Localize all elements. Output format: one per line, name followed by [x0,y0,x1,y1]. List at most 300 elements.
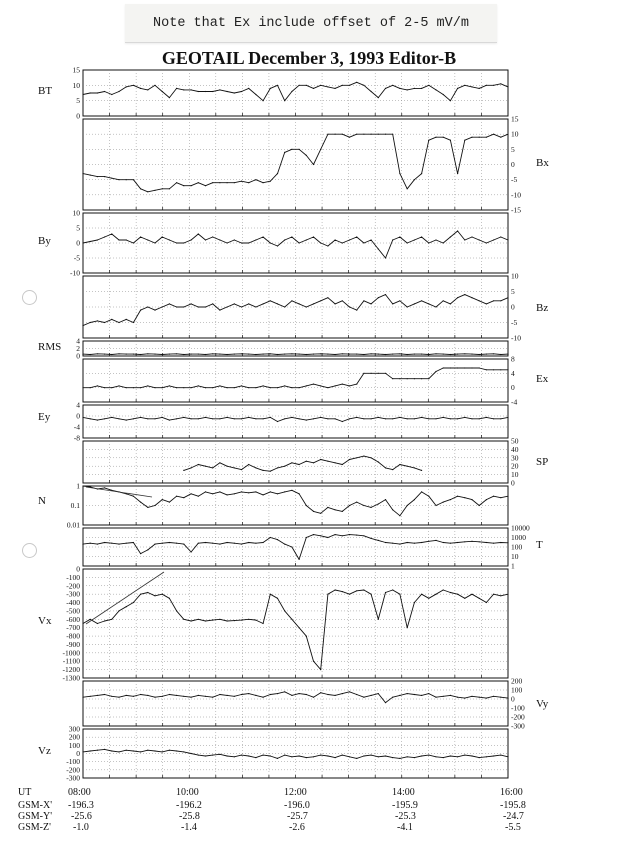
data-point [500,497,501,498]
data-point [342,353,343,354]
data-point [486,698,487,699]
data-point [479,418,480,419]
footer-value: 08:00 [68,787,91,798]
data-point [284,385,285,386]
data-point [205,185,206,186]
data-point [385,702,386,703]
data-point [428,496,429,497]
data-point [464,367,465,368]
data-point [392,469,393,470]
footer-value: -196.2 [176,800,202,811]
data-point [126,387,127,388]
data-point [493,300,494,301]
data-point [428,85,429,86]
data-point [255,467,256,468]
data-point [392,239,393,240]
data-point [507,239,508,240]
data-point [457,230,458,231]
data-point [342,755,343,756]
data-point [320,459,321,460]
tick-label: -5 [511,175,518,185]
data-point [212,353,213,354]
data-point [428,242,429,243]
data-point [450,354,451,355]
data-point [162,499,163,500]
data-point [363,242,364,243]
data-point [291,91,292,92]
data-point [198,418,199,419]
data-point [464,698,465,699]
data-point [140,594,141,595]
data-point [291,756,292,757]
data-point [104,176,105,177]
data-point [212,418,213,419]
data-point [392,134,393,135]
data-point [126,606,127,607]
tick-label: 10 [511,129,519,139]
data-point [241,385,242,386]
data-point [471,696,472,697]
tick-label: -10 [511,190,521,200]
data-point [385,88,386,89]
data-point [450,418,451,419]
data-point [320,85,321,86]
panel-label: SP [536,456,549,468]
panel-vx [38,565,509,683]
tick-label: 15 [511,114,519,124]
data-point [291,417,292,418]
data-point [191,354,192,355]
sticky-note-text: Note that Ex include offset of 2-5 mV/m [153,15,469,31]
tick-label: 0 [511,383,515,393]
data-point [169,502,170,503]
data-point [147,592,148,593]
data-point [399,417,400,418]
tick-label: 0 [511,694,515,704]
data-point [263,303,264,304]
data-point [183,306,184,307]
data-point [154,354,155,355]
data-point [227,91,228,92]
data-point [284,418,285,419]
data-point [356,694,357,695]
data-point [241,306,242,307]
data-point [263,542,264,543]
data-point [378,417,379,418]
data-point [118,697,119,698]
data-point [219,310,220,311]
data-point [198,464,199,465]
data-point [342,85,343,86]
data-point [97,750,98,751]
data-point [356,236,357,237]
data-point [284,100,285,101]
data-point [183,242,184,243]
data-point [241,418,242,419]
data-point [363,373,364,374]
data-point [147,89,148,90]
data-point [111,354,112,355]
data-point [320,417,321,418]
tick-label: -1100 [62,656,80,666]
data-point [428,303,429,304]
data-point [500,418,501,419]
data-point [363,300,364,301]
data-point [284,239,285,240]
data-point [219,182,220,183]
data-point [241,544,242,545]
data-point [162,696,163,697]
data-point [82,94,83,95]
data-point [191,753,192,754]
data-point [169,385,170,386]
data-point [255,543,256,544]
data-point [97,239,98,240]
panel-t [82,524,543,571]
data-point [435,306,436,307]
data-point [414,88,415,89]
data-point [212,493,213,494]
data-point [378,540,379,541]
footer-value: -195.9 [392,800,418,811]
data-point [126,695,127,696]
data-point [118,544,119,545]
data-point [126,750,127,751]
data-point [320,535,321,536]
data-point [493,85,494,86]
data-point [111,417,112,418]
data-point [191,551,192,552]
data-point [299,627,300,628]
tick-label: 10 [72,80,80,90]
data-point [392,85,393,86]
data-point [90,543,91,544]
data-point [140,188,141,189]
data-point [270,300,271,301]
data-point [450,236,451,237]
data-point [349,385,350,386]
data-point [97,420,98,421]
data-point [277,598,278,599]
data-point [349,239,350,240]
data-point [255,418,256,419]
data-point [284,691,285,692]
data-point [284,544,285,545]
data-point [507,369,508,370]
data-point [320,242,321,243]
footer-row-gsm-z [0,822,618,834]
data-point [371,538,372,539]
data-point [378,373,379,374]
data-point [435,540,436,541]
data-point [450,755,451,756]
data-point [428,541,429,542]
data-point [140,236,141,237]
data-point [263,755,264,756]
data-point [198,91,199,92]
data-point [356,384,357,385]
data-point [363,505,364,506]
data-point [421,417,422,418]
panel-frame [83,405,508,438]
data-point [126,354,127,355]
data-point [363,755,364,756]
data-point [421,300,422,301]
data-point [147,750,148,751]
data-point [385,542,386,543]
data-point [327,755,328,756]
data-point [493,369,494,370]
data-point [414,303,415,304]
data-point [147,507,148,508]
data-point [183,470,184,471]
tick-label: -10 [70,268,80,278]
data-point [335,303,336,304]
data-point [385,418,386,419]
data-point [154,697,155,698]
data-point [313,661,314,662]
data-point [313,354,314,355]
data-point [111,619,112,620]
footer-row-label: GSM-X' [18,800,53,811]
data-point [399,236,400,237]
data-point [342,511,343,512]
data-point [356,82,357,83]
data-point [104,387,105,388]
data-point [313,697,314,698]
data-point [371,134,372,135]
data-point [191,418,192,419]
data-point [284,466,285,467]
tick-label: 2 [76,344,80,353]
data-point [162,751,163,752]
data-point [90,418,91,419]
data-point [479,505,480,506]
data-point [255,387,256,388]
data-point [313,236,314,237]
data-point [118,353,119,354]
data-point [227,417,228,418]
data-point [464,417,465,418]
data-point [176,387,177,388]
data-point [421,542,422,543]
data-point [234,756,235,757]
tick-label: 100 [511,542,523,552]
data-point [327,134,328,135]
data-point [464,598,465,599]
data-point [219,385,220,386]
data-point [118,91,119,92]
data-point [378,503,379,504]
data-point [176,695,177,696]
data-point [176,306,177,307]
data-point [486,303,487,304]
data-point [356,310,357,311]
panel-rms [38,337,509,361]
data-point [169,188,170,189]
data-point [407,378,408,379]
data-point [342,591,343,592]
data-point [234,696,235,697]
data-point [443,417,444,418]
data-point [435,89,436,90]
data-point [133,496,134,497]
data-point [241,620,242,621]
data-point [133,387,134,388]
data-point [90,322,91,323]
data-point [299,418,300,419]
data-point [176,88,177,89]
data-point [457,594,458,595]
footer-value: 16:00 [500,787,523,798]
series-line-n [83,486,508,516]
tick-label: -200 [66,765,80,775]
panel-ex [82,355,548,407]
data-point [183,89,184,90]
data-point [327,418,328,419]
data-point [507,417,508,418]
tick-label: 0.01 [66,520,80,530]
data-point [500,542,501,543]
data-point [133,750,134,751]
data-point [277,467,278,468]
data-point [126,86,127,87]
data-point [198,755,199,756]
tick-label: 0 [76,564,80,574]
data-point [299,303,300,304]
data-point [154,242,155,243]
data-point [198,354,199,355]
data-point [212,303,213,304]
data-point [371,755,372,756]
data-point [313,756,314,757]
data-point [342,464,343,465]
data-point [320,669,321,670]
tick-label: -8 [73,433,80,443]
data-point [133,242,134,243]
tick-label: -4 [73,422,80,432]
data-point [479,541,480,542]
data-point [342,242,343,243]
data-point [471,541,472,542]
data-point [183,751,184,752]
series-line-by [83,231,508,258]
data-point [385,257,386,258]
data-point [349,691,350,692]
panel-ey [38,401,509,443]
data-point [349,85,350,86]
data-point [133,696,134,697]
data-point [154,85,155,86]
data-point [407,693,408,694]
data-point [126,179,127,180]
data-point [227,242,228,243]
panel-vy [82,677,548,731]
data-point [349,459,350,460]
panel-n [38,482,509,530]
data-point [392,303,393,304]
data-point [486,542,487,543]
data-point [457,418,458,419]
tick-label: 0 [511,478,515,488]
data-point [234,467,235,468]
data-point [198,385,199,386]
data-point [183,696,184,697]
data-point [479,598,480,599]
tick-label: -400 [66,598,80,608]
tick-label: 10 [511,470,519,480]
tick-label: 0 [76,111,80,121]
data-point [479,300,480,301]
data-point [342,421,343,422]
panel-bx [82,115,549,215]
data-point [133,85,134,86]
data-point [500,354,501,355]
data-point [407,542,408,543]
data-point [349,505,350,506]
panel-label: T [536,539,543,551]
data-point [320,755,321,756]
data-point [255,491,256,492]
data-point [227,755,228,756]
data-point [284,152,285,153]
data-point [486,137,487,138]
data-point [270,353,271,354]
data-point [363,535,364,536]
data-point [435,353,436,354]
data-point [356,535,357,536]
data-point [371,353,372,354]
data-point [313,511,314,512]
data-point [399,758,400,759]
footer-value: -1.4 [181,822,197,833]
data-point [500,83,501,84]
data-point [227,354,228,355]
data-point [97,320,98,321]
data-point [234,182,235,183]
data-point [385,467,386,468]
data-point [306,420,307,421]
data-point [255,94,256,95]
data-point [241,353,242,354]
series-line-bx [83,134,508,192]
data-point [493,353,494,354]
data-point [428,378,429,379]
data-point [205,466,206,467]
data-point [270,181,271,182]
data-point [277,85,278,86]
data-point [450,592,451,593]
tick-label: 4 [76,336,80,346]
data-point [414,179,415,180]
footer-value: -196.0 [284,800,310,811]
data-point [335,354,336,355]
data-point [205,620,206,621]
data-point [457,354,458,355]
data-point [248,303,249,304]
data-point [118,322,119,323]
data-point [191,185,192,186]
data-point [255,239,256,240]
data-point [291,619,292,620]
data-point [270,537,271,538]
data-point [263,697,264,698]
data-point [111,319,112,320]
data-point [227,542,228,543]
data-point [500,697,501,698]
data-point [320,385,321,386]
data-point [162,543,163,544]
